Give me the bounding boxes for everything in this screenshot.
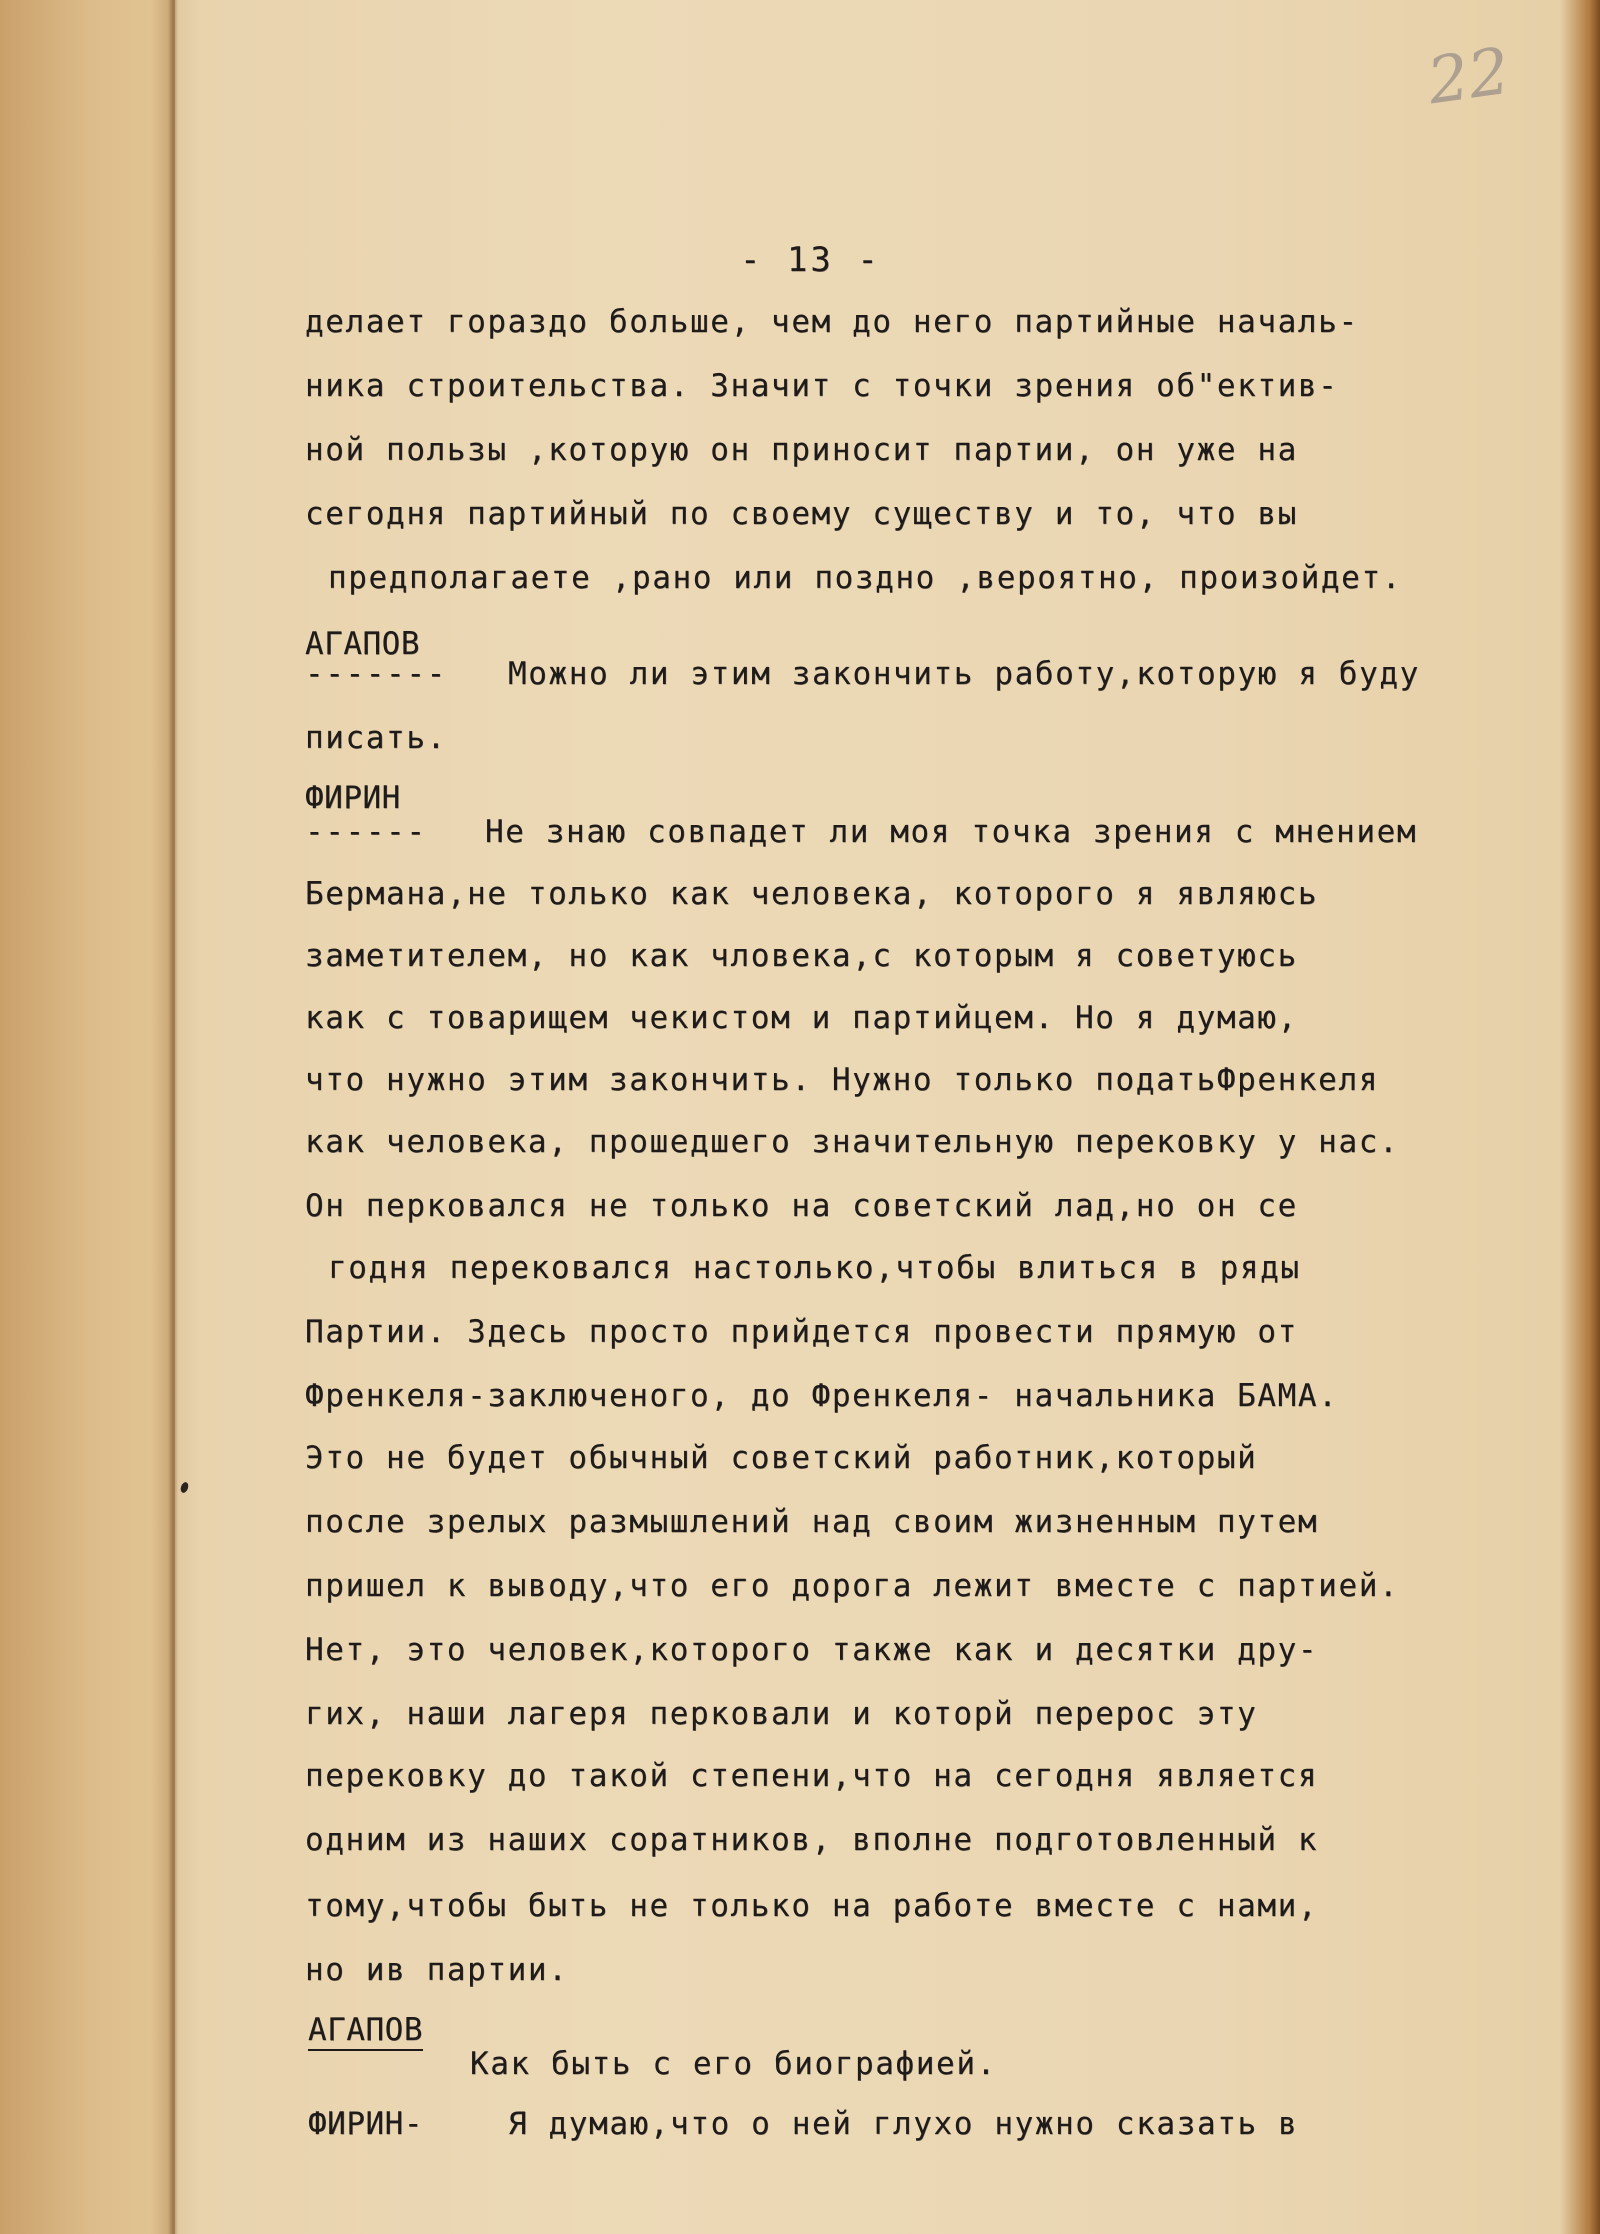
text-line: как с товарищем чекистом и партийцем. Но я думаю, bbox=[305, 1000, 1298, 1036]
speaker-dashes: ------ bbox=[305, 814, 427, 850]
text-line: тому,чтобы быть не только на работе вместе с нами, bbox=[305, 1888, 1319, 1924]
text-line: но ив партии. bbox=[305, 1952, 569, 1988]
text-line: пришел к выводу,что его дорога лежит вместе с партией. bbox=[305, 1568, 1400, 1604]
speaker-label: ФИРИН- bbox=[308, 2106, 423, 2142]
text-line: писать. bbox=[305, 720, 447, 756]
text-line: годня перековался настолько,чтобы влиться в ряды bbox=[328, 1250, 1301, 1286]
text-line: Он перковался не только на советский лад,но он се bbox=[305, 1188, 1298, 1224]
text-line: как человека, прошедшего значительную перековку у нас. bbox=[305, 1124, 1400, 1160]
text-line: одним из наших соратников, вполне подготовленный к bbox=[305, 1822, 1319, 1858]
speaker-dashes: ------- bbox=[305, 656, 447, 692]
text-line: Нет, это человек,которого также как и десятки дру- bbox=[305, 1632, 1319, 1668]
text-line: ной пользы ,которую он приносит партии, он уже на bbox=[305, 432, 1298, 468]
text-line: ника строительства. Значит с точки зрения об"ектив- bbox=[305, 368, 1339, 404]
text-line: Френкеля-заключеного, до Френкеля- начальника БАМА. bbox=[305, 1378, 1339, 1414]
text-line: что нужно этим закончить. Нужно только податьФренкеля bbox=[305, 1062, 1379, 1098]
speaker-label bbox=[308, 2012, 423, 2048]
text-line: Партии. Здесь просто прийдется провести прямую от bbox=[305, 1314, 1298, 1350]
speaker-label: ФИРИН bbox=[305, 780, 401, 816]
handwritten-folio-number: 22 bbox=[1423, 34, 1515, 120]
text-line: Как быть с его биографией. bbox=[470, 2046, 997, 2082]
text-line: делает гораздо больше, чем до него партийные началь- bbox=[305, 304, 1359, 340]
text-line: предполагаете ,рано или поздно ,вероятно, произойдет. bbox=[328, 560, 1402, 596]
text-line: Можно ли этим закончить работу,которую я буду bbox=[508, 656, 1420, 692]
text-line: Не знаю совпадет ли моя точка зрения с мнением bbox=[485, 814, 1418, 850]
text-line: заметителем, но как чловека,с которым я советуюсь bbox=[305, 938, 1298, 974]
text-line: Бермана,не только как человека, которого я являюсь bbox=[305, 876, 1319, 912]
speaker-label-underlined: АГАПОВ bbox=[308, 2012, 423, 2051]
text-line: перековку до такой степени,что на сегодня является bbox=[305, 1758, 1319, 1794]
text-line: сегодня партийный по своему существу и то, что вы bbox=[305, 496, 1298, 532]
page-number: - 13 - bbox=[740, 240, 881, 280]
text-line: гих, наши лагеря перковали и которй перерос эту bbox=[305, 1696, 1258, 1732]
text-line: Это не будет обычный советский работник,который bbox=[305, 1440, 1258, 1476]
text-line: Я думаю,что о ней глухо нужно сказать в bbox=[508, 2106, 1299, 2142]
speaker-label: АГАПОВ bbox=[305, 626, 420, 662]
text-line: после зрелых размышлений над своим жизненным путем bbox=[305, 1504, 1319, 1540]
